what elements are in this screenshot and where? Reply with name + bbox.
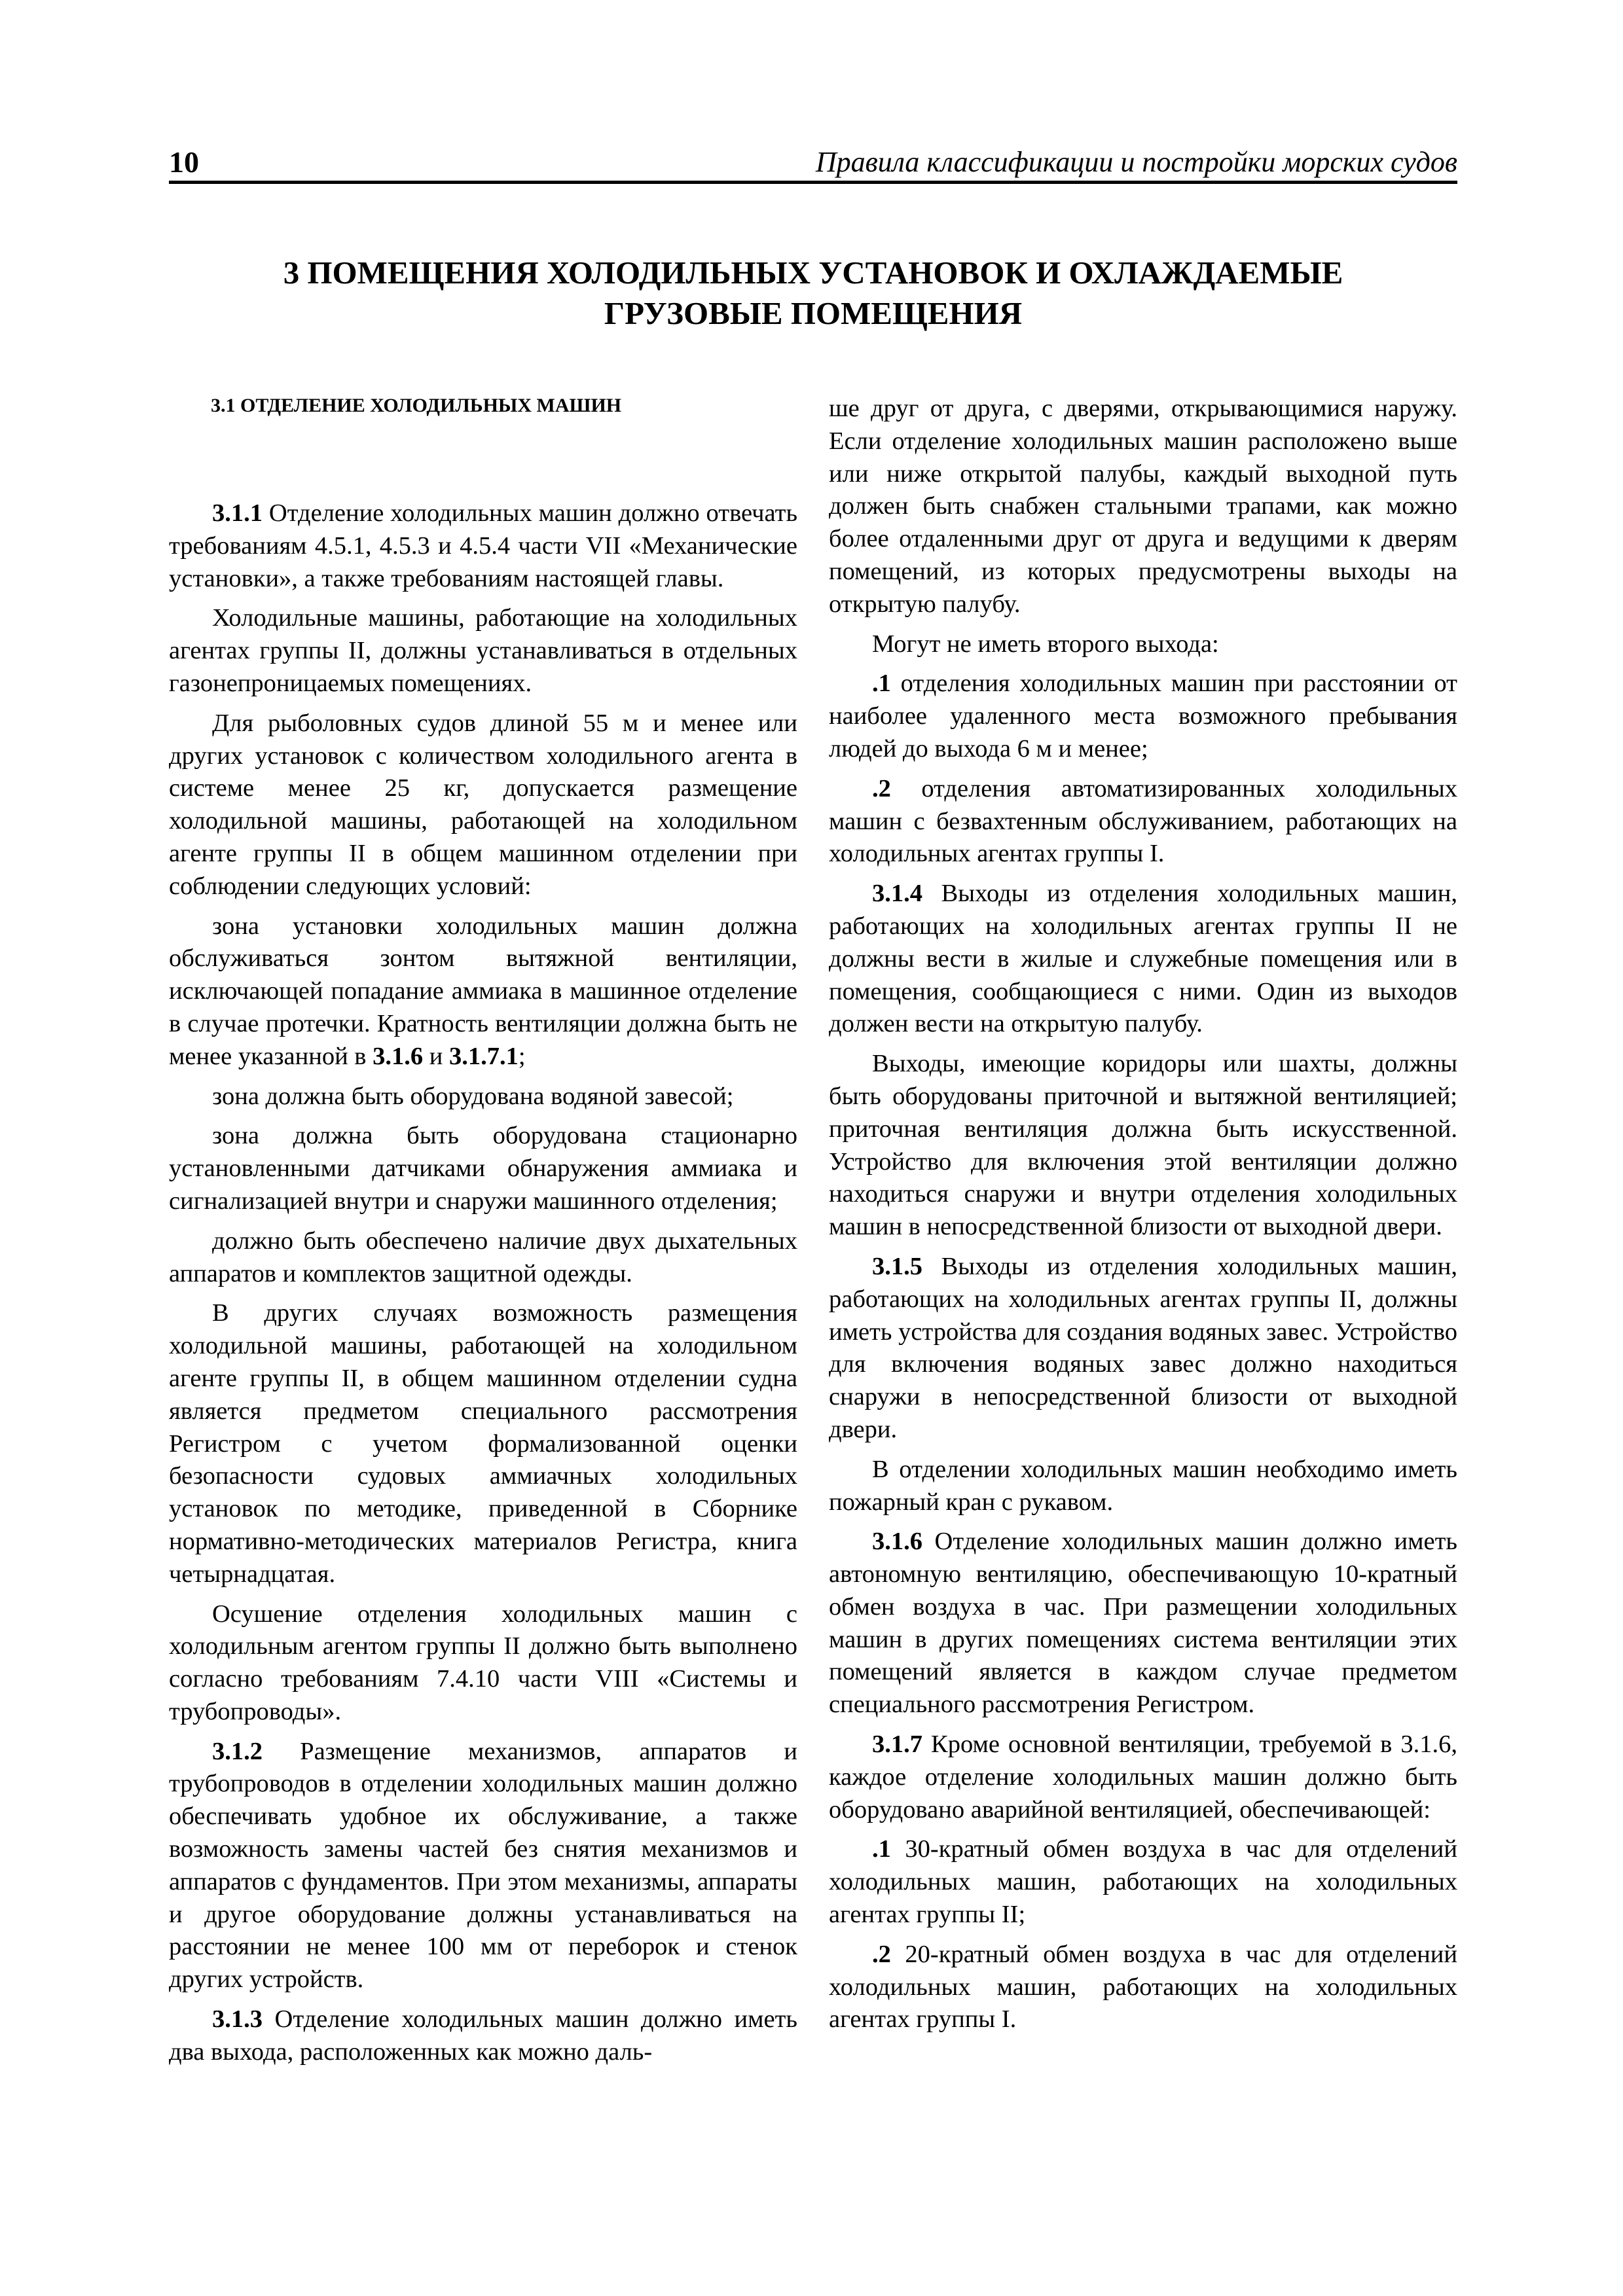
paragraph-condition-sensors: зона должна быть оборудована стационарно установленными датчиками обнаружения аммиака и сигнализацией внутри и снаружи машинного отделения; [169,1122,797,1215]
paragraph-3-1-6 [829,1526,1457,1721]
paragraph: Холодильные машины, работающие на холодильных агентах группы II, должны устанавливаться в отдельных газонепроницаемых помещениях. [169,604,797,697]
paragraph: Выходы, имеющие коридоры или шахты, должны быть оборудованы приточной и вытяжной вентиляцией; приточная вентиляция должна быть искусственной. Устройство для включения этой вентиляции должно находиться снаружи и внутри отделения холодильных машин в непосредственной близости от выходной двери. [829,1050,1457,1241]
list-item-1 [829,668,1457,765]
paragraph-text: и [423,1042,449,1070]
page-number: 10 [169,145,199,179]
paragraph-text: 30-кратный обмен воздуха в час для отделений холодильных машин, работающих на холодильных агентах группы II; [829,1835,1457,1929]
right-column [829,393,1457,2043]
paragraph-text: отделения автоматизированных холодильных машин с безвахтенным обслуживанием, работающих на холодильных агентах группы I. [829,774,1457,868]
paragraph: В отделении холодильных машин необходимо иметь пожарный кран с рукавом. [829,1455,1457,1516]
paragraph-condition-water-curtain: зона должна быть оборудована водяной завесой; [212,1082,734,1110]
item-number: .2 [872,1940,891,1968]
chapter-title-line-1: 3 ПОМЕЩЕНИЯ ХОЛОДИЛЬНЫХ УСТАНОВОК И ОХЛАЖДАЕМЫЕ [283,255,1343,291]
item-number: .1 [872,670,891,698]
list-item-1 [829,1833,1457,1931]
paragraph-text: Размещение механизмов, аппаратов и трубопроводов в отделении холодильных машин должно обеспечивать удобное их обслуживание, а также возможность замены частей без снятия механизмов и аппаратов с фундаментов. При этом механизмы, аппараты и другое оборудование должны устанавливаться на расстоянии не менее 100 мм от переборок и стенок других устройств. [169,1737,797,1994]
left-column [169,393,797,2076]
paragraph-text: Отделение холодильных машин должно отвечать требованиям 4.5.1, 4.5.3 и 4.5.4 части VII «Механические установки», а также требованиям настоящей главы. [169,499,797,592]
paragraph-text: Отделение холодильных машин должно иметь два выхода, расположенных как можно даль- [169,2005,797,2066]
clause-number: 3.1.7 [872,1731,922,1759]
paragraph-condition-breathing-apparatus: должно быть обеспечено наличие двух дыхательных аппаратов и комплектов защитной одежды. [169,1227,797,1287]
paragraph-3-1-1 [169,497,797,595]
running-header [169,144,1457,184]
paragraph-text: Отделение холодильных машин должно иметь автономную вентиляцию, обеспечивающую 10-кратный обмен воздуха в час. При размещении холодильных машин в других помещениях система вентиляции этих помещений является в каждом случае предметом специального рассмотрения Регистром. [829,1528,1457,1719]
paragraph: Для рыболовных судов длиной 55 м и менее или других установок с количеством холодильного агента в системе менее 25 кг, допускается размещение холодильной машины, работающей на холодильном агенте группы II в общем машинном отделении при соблюдении следующих условий: [169,709,797,900]
paragraph-text: Кроме основной вентиляции, требуемой в 3.1.6, каждое отделение холодильных машин должно быть оборудовано аварийной вентиляцией, обеспечивающей: [829,1731,1457,1823]
paragraph-3-1-2 [169,1736,797,1996]
list-item-2 [829,1939,1457,2036]
clause-number: 3.1.2 [212,1737,263,1765]
book-title: Правила классификации и постройки морских судов [815,146,1457,178]
list-item-2 [829,773,1457,870]
paragraph-text: Выходы из отделения холодильных машин, работающих на холодильных агентах группы II, должны иметь устройства для создания водяных завес. Устройство для включения водяных завес должно находиться снаружи в непосредственной близости от выходной двери. [829,1252,1457,1443]
clause-number: 3.1.1 [212,499,263,527]
paragraph-text: зона установки холодильных машин должна обслуживаться зонтом вытяжной вентиляции, исключающей попадание аммиака в машинное отделение в случае протечки. Кратность вентиляции должна быть не менее указанной в [169,912,797,1070]
clause-number: 3.1.5 [872,1252,922,1280]
clause-reference: 3.1.6 [373,1042,424,1070]
clause-reference: 3.1.7.1 [448,1042,519,1070]
clause-number: 3.1.3 [212,2005,263,2034]
paragraph-3-1-7 [829,1729,1457,1826]
paragraph-continuation: ше друг от друга, с дверями, открывающимися наружу. Если отделение холодильных машин расположено выше или ниже открытой палубы, каждый выходной путь должен быть снабжен стальными трапами, как можно более отдаленными друг от друга и ведущими к дверям помещений, из которых предусмотрены выходы на открытую палубу. [829,395,1457,618]
chapter-title-line-2: ГРУЗОВЫЕ ПОМЕЩЕНИЯ [604,295,1023,331]
paragraph-text: Выходы из отделения холодильных машин, работающих на холодильных агентах группы II не должны вести в жилые и служебные помещения или в помещения, сообщающиеся с ними. Один из выходов должен вести на открытую палубу. [829,880,1457,1038]
paragraph: Могут не иметь второго выхода: [872,630,1219,658]
paragraph-3-1-3 [169,2003,797,2069]
chapter-title [169,253,1457,334]
paragraph-text: отделения холодильных машин при расстоянии от наиболее удаленного места возможного пребывания людей до выхода 6 м и менее; [829,670,1457,762]
section-heading: 3.1 ОТДЕЛЕНИЕ ХОЛОДИЛЬНЫХ МАШИН [211,395,622,416]
item-number: .1 [872,1835,891,1863]
paragraph: В других случаях возможность размещения холодильной машины, работающей на холодильном агенте группы II, в общем машинном отделении судна является предметом специального рассмотрения Регистром с учетом формализованной оценки безопасности судовых аммиачных холодильных установок по методике, приведенной в Сборнике нормативно-методических материалов Регистра, книга четырнадцатая. [169,1299,797,1588]
paragraph-3-1-4 [829,878,1457,1041]
clause-number: 3.1.4 [872,880,922,908]
paragraph: Осушение отделения холодильных машин с холодильным агентом группы II должно быть выполнено согласно требованиям 7.4.10 части VIII «Системы и трубопроводы». [169,1600,797,1725]
paragraph-text: 20-кратный обмен воздуха в час для отделений холодильных машин, работающих на холодильных агентах группы I. [829,1940,1457,2034]
paragraph-text: ; [518,1042,526,1070]
clause-number: 3.1.6 [872,1528,922,1556]
paragraph-3-1-5 [829,1251,1457,1446]
item-number: .2 [872,774,891,802]
paragraph-condition-ventilation [169,910,797,1073]
